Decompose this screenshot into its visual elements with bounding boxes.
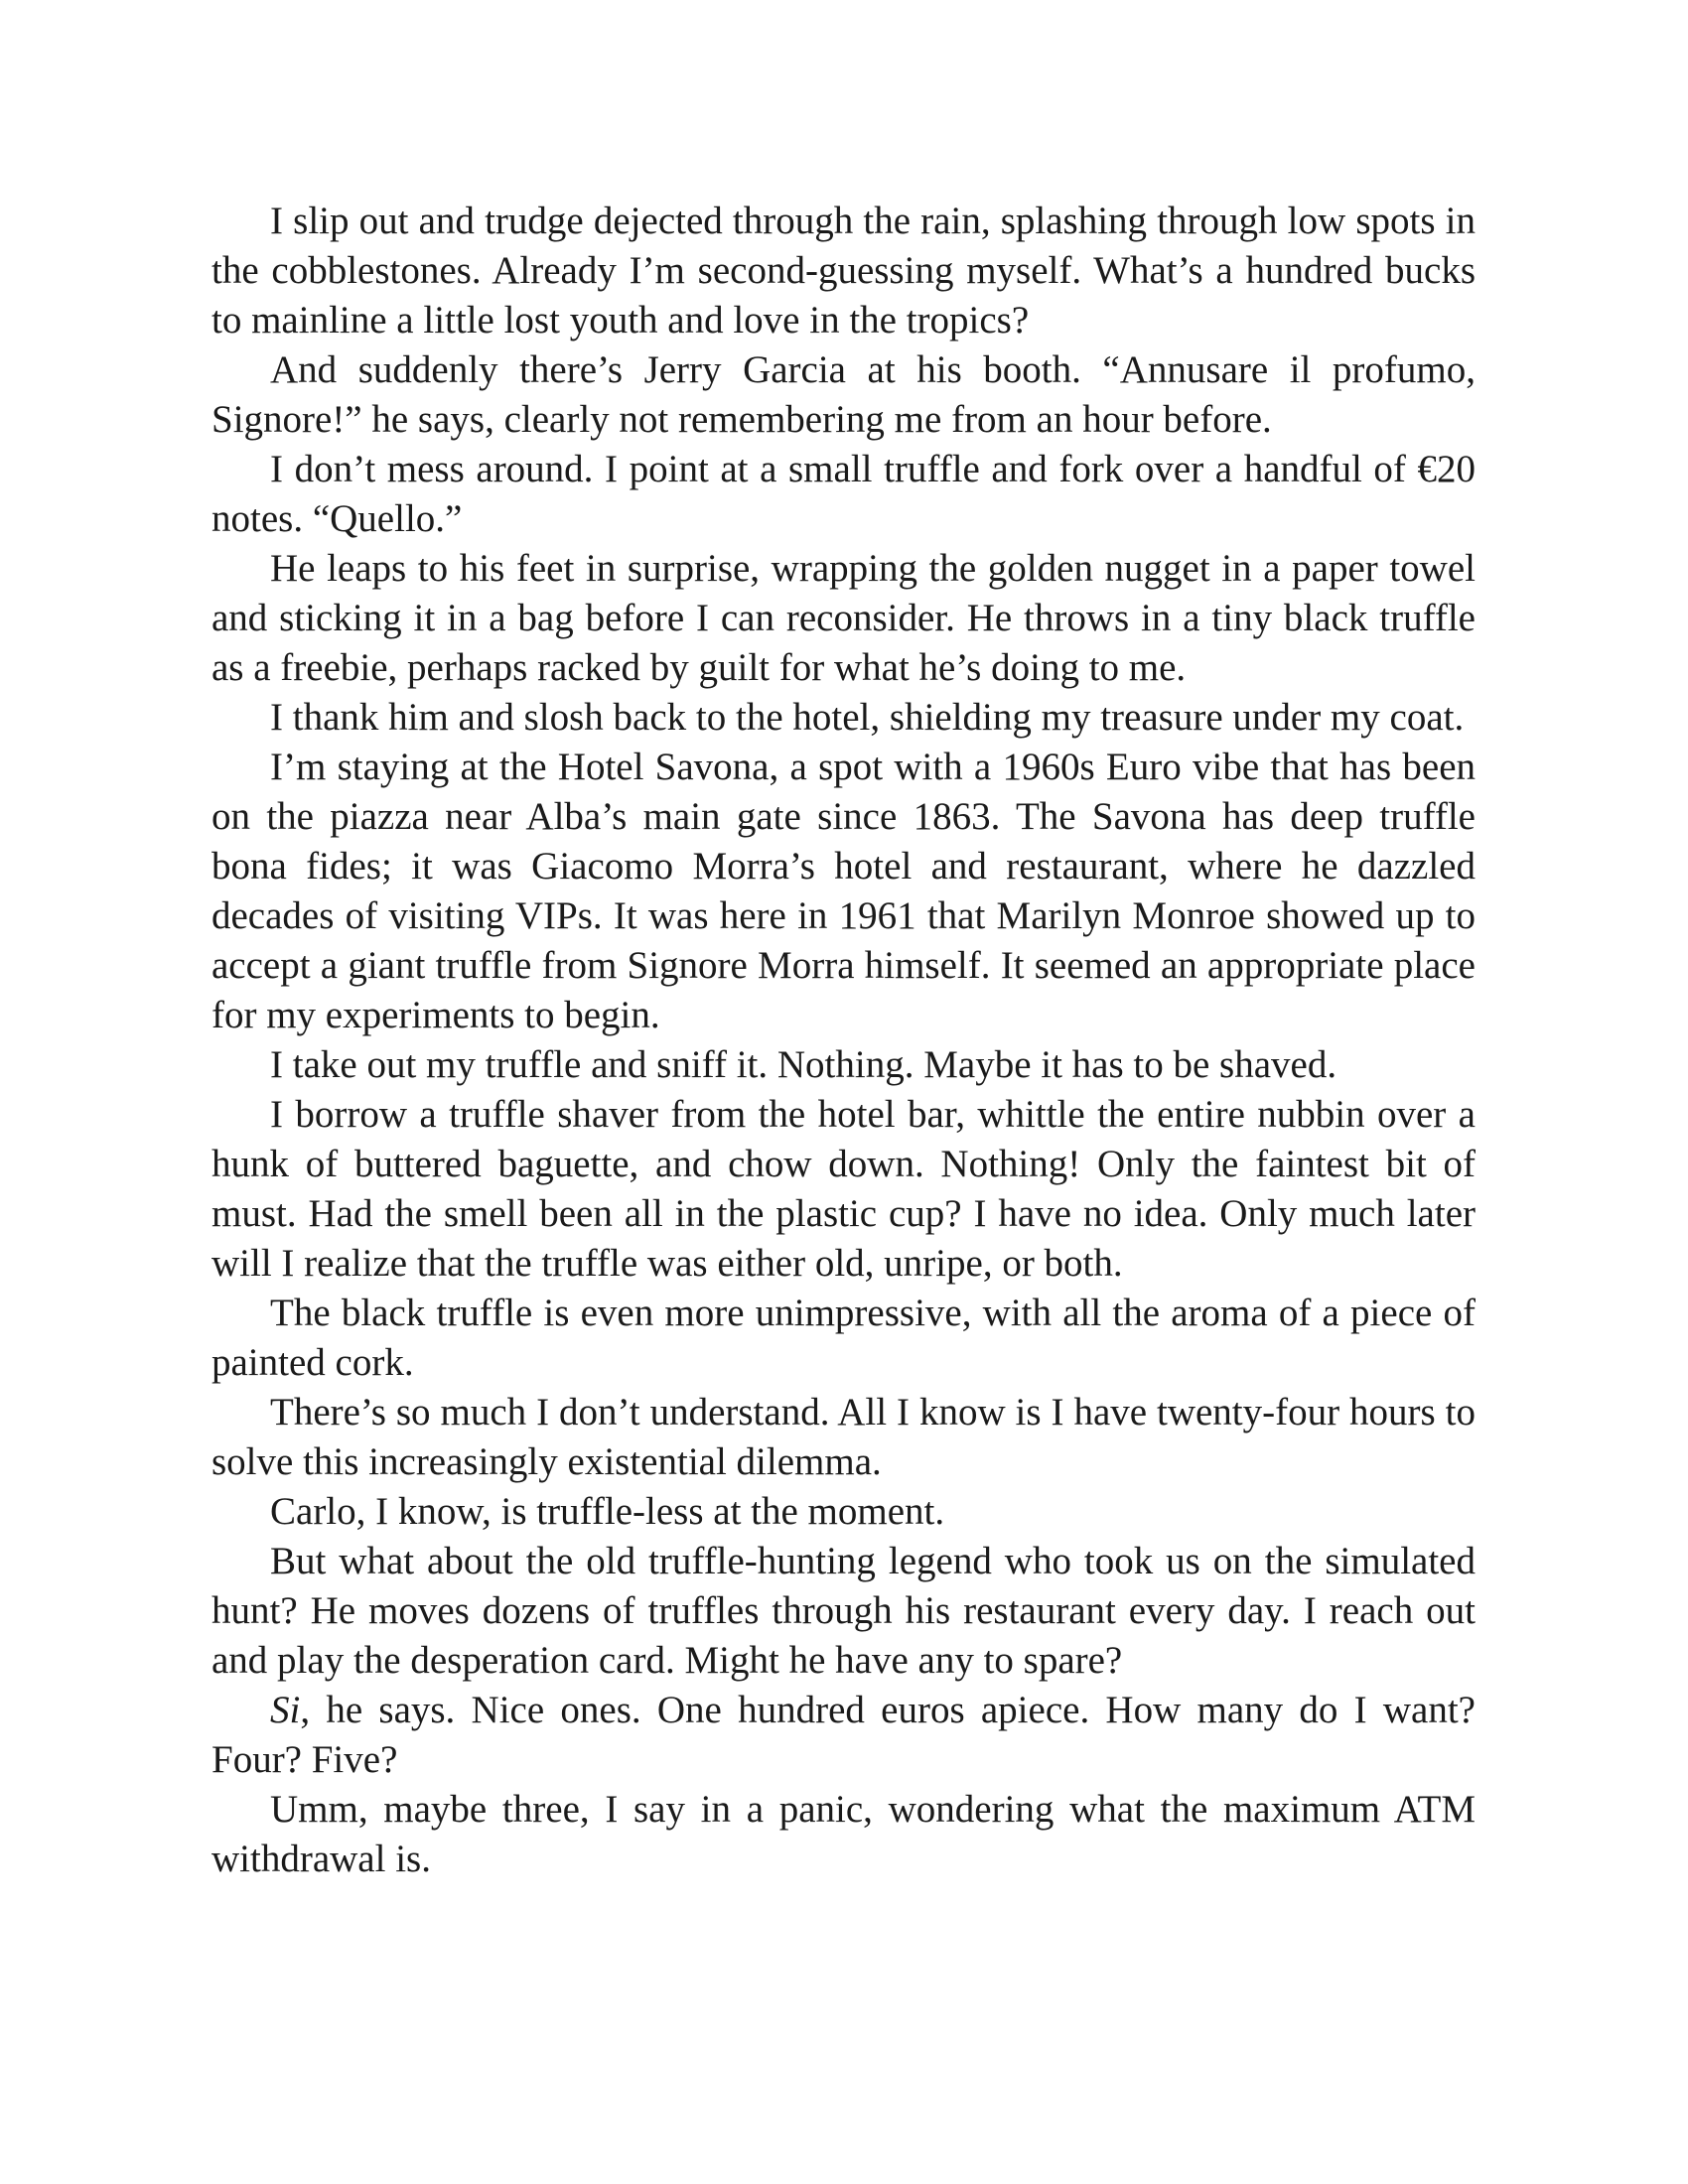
paragraph: I take out my truffle and sniff it. Nothing. Maybe it has to be shaved. [270,1043,1337,1086]
paragraph: I thank him and slosh back to the hotel, shielding my treasure under my coat. [270,696,1465,739]
paragraph: But what about the old truffle-hunting legend who took us on the simulated hunt? He moves dozens of truffles through his restaurant every day. I reach out and play the desperation card. Might he have any to spare? [211,1540,1476,1682]
paragraph-text: , he says. Nice ones. One hundred euros apiece. How many do I want? Four? Five? [211,1689,1476,1781]
italic-word: Si [270,1689,301,1731]
paragraph: There’s so much I don’t understand. All I know is I have twenty-four hours to solve this increasingly existential dilemma. [211,1391,1476,1483]
paragraph: I slip out and trudge dejected through the rain, splashing through low spots in the cobblestones. Already I’m second-guessing myself. What’s a hundred bucks to mainline a little lost youth and love in the tropics? [211,200,1476,341]
paragraph: Carlo, I know, is truffle-less at the moment. [270,1490,945,1533]
paragraph: I’m staying at the Hotel Savona, a spot with a 1960s Euro vibe that has been on the piazza near Alba’s main gate since 1863. The Savona has deep truffle bona fides; it was Giacomo Morra’s hotel and restaurant, where he dazzled decades of visiting VIPs. It was here in 1961 that Marilyn Monroe showed up to accept a giant truffle from Signore Morra himself. It seemed an appropriate place for my experiments to begin. [211,746,1476,1036]
paragraph: The black truffle is even more unimpressive, with all the aroma of a piece of painted cork. [211,1292,1476,1384]
paragraph: And suddenly there’s Jerry Garcia at his booth. “Annusare il profumo, Signore!” he says, clearly not remembering me from an hour before. [211,348,1476,441]
paragraph: I borrow a truffle shaver from the hotel bar, whittle the entire nubbin over a hunk of buttered baguette, and chow down. Nothing! Only the faintest bit of must. Had the smell been all in the plastic cup? I have no idea. Only much later will I realize that the truffle was either old, unripe, or both. [211,1093,1476,1285]
page-body [211,197,1476,1884]
paragraph [211,1686,1476,1785]
paragraph: He leaps to his feet in surprise, wrapping the golden nugget in a paper towel and sticking it in a bag before I can reconsider. He throws in a tiny black truffle as a freebie, perhaps racked by guilt for what he’s doing to me. [211,547,1476,689]
paragraph: I don’t mess around. I point at a small truffle and fork over a handful of €20 notes. “Quello.” [211,448,1476,540]
paragraph: Umm, maybe three, I say in a panic, wondering what the maximum ATM withdrawal is. [211,1788,1476,1880]
